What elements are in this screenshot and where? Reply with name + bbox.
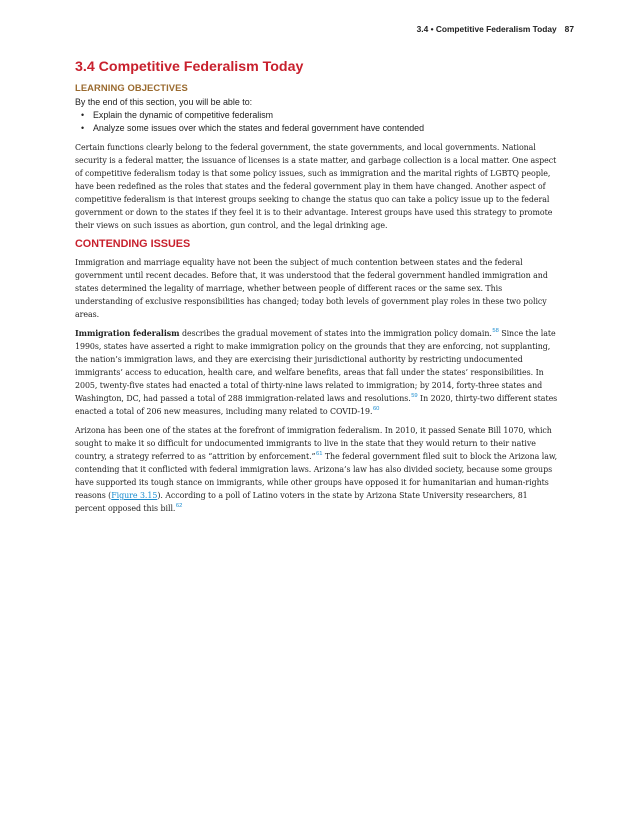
footnote-ref-61[interactable]: 61 (316, 451, 323, 458)
page-content (75, 59, 559, 521)
running-title: 3.4 • Competitive Federalism Today (416, 24, 557, 34)
list-item: • Analyze some issues over which the states and federal government have contended (75, 122, 559, 135)
footnote-ref-60[interactable]: 60 (372, 406, 380, 413)
list-item: • Explain the dynamic of competitive federalism (75, 109, 559, 122)
running-header (417, 24, 574, 34)
paragraph-text: Since the late 1990s, states have asserted a right to make immigration policy on the grounds that they are enforcing, not supplanting, the nation’s immigration laws, and they are exercising their jurisdictional authority by restricting undocumented immigrants’ access to education, health care, and welfare benefits, areas that fall under the states’ responsibilities. In 2005, twenty-five states had enacted a total of thirty-nine laws related to immigration; by 2014, forty-three states and Washington, DC, had passed a total of 288 immigration-related laws and resolutions. (75, 329, 556, 403)
learning-objectives-heading: LEARNING OBJECTIVES (75, 82, 188, 93)
learning-objectives-intro: By the end of this section, you will be able to: (75, 97, 253, 107)
contending-paragraph-1: Immigration and marriage equality have not been the subject of much contention between states and the federal government until recent decades. Before that, it was understood that the federal government handled immigration and states determined the legality of marriage, whether between people of different races or the same sex. This understanding of exclusive responsibilities has changed; today both levels of government play roles in these two policy areas. (75, 258, 548, 319)
section-title: 3.4 Competitive Federalism Today (75, 59, 304, 75)
contending-issues-heading: CONTENDING ISSUES (75, 238, 191, 250)
paragraph-text: The federal government filed suit to block the Arizona law, contending that it conflicted with federal immigration laws. Arizona’s law has also divided society, because some groups have supported its tough stance on immigrants, while other groups have opposed it for humanitarian and human-rights reasons ( (75, 452, 558, 500)
paragraph-text: describes the gradual movement of states into the immigration policy domain. (179, 329, 492, 338)
learning-objectives-list (75, 109, 559, 135)
key-term: Immigration federalism (75, 329, 180, 338)
footnote-ref-62[interactable]: 62 (175, 503, 183, 510)
intro-paragraph: Certain functions clearly belong to the federal government, the state governments, and local governments. National security is a federal matter, the issuance of licenses is a state matter, and garbage collection is a local matter. One aspect of competitive federalism today is that some policy issues, such as immigration and the marital rights of LGBTQ people, have been redefined as the roles that states and the federal government play in them have changed. Another aspect of competitive federalism is that interest groups seeking to change the status quo can take a policy issue up to the federal government or down to the states if they feel it is to their advantage. Interest groups have used this strategy to promote their views on such issues as abortion, gun control, and the legal drinking age. (75, 143, 557, 230)
footnote-ref-59[interactable]: 59 (411, 393, 418, 400)
paragraph-text: Arizona has been one of the states at the forefront of immigration federalism. In 2010, it passed Senate Bill 1070, which sought to make it so difficult for undocumented immigrants to live in the state that they would return to their native country, a strategy referred to as “attrition by enforcement.” (75, 426, 552, 461)
figure-link[interactable]: Figure 3.15 (111, 491, 158, 500)
footnote-ref-58[interactable]: 58 (492, 328, 499, 335)
arizona-paragraph (75, 424, 559, 515)
paragraph-text: ). According to a poll of Latino voters in the state by Arizona State University researchers, 81 percent opposed this bill. (75, 491, 528, 513)
page-number: 87 (564, 24, 574, 34)
immigration-federalism-paragraph (75, 327, 559, 418)
paragraph-text: In 2020, thirty-two different states enacted a total of 206 new measures, including many related to COVID-19. (75, 394, 558, 416)
